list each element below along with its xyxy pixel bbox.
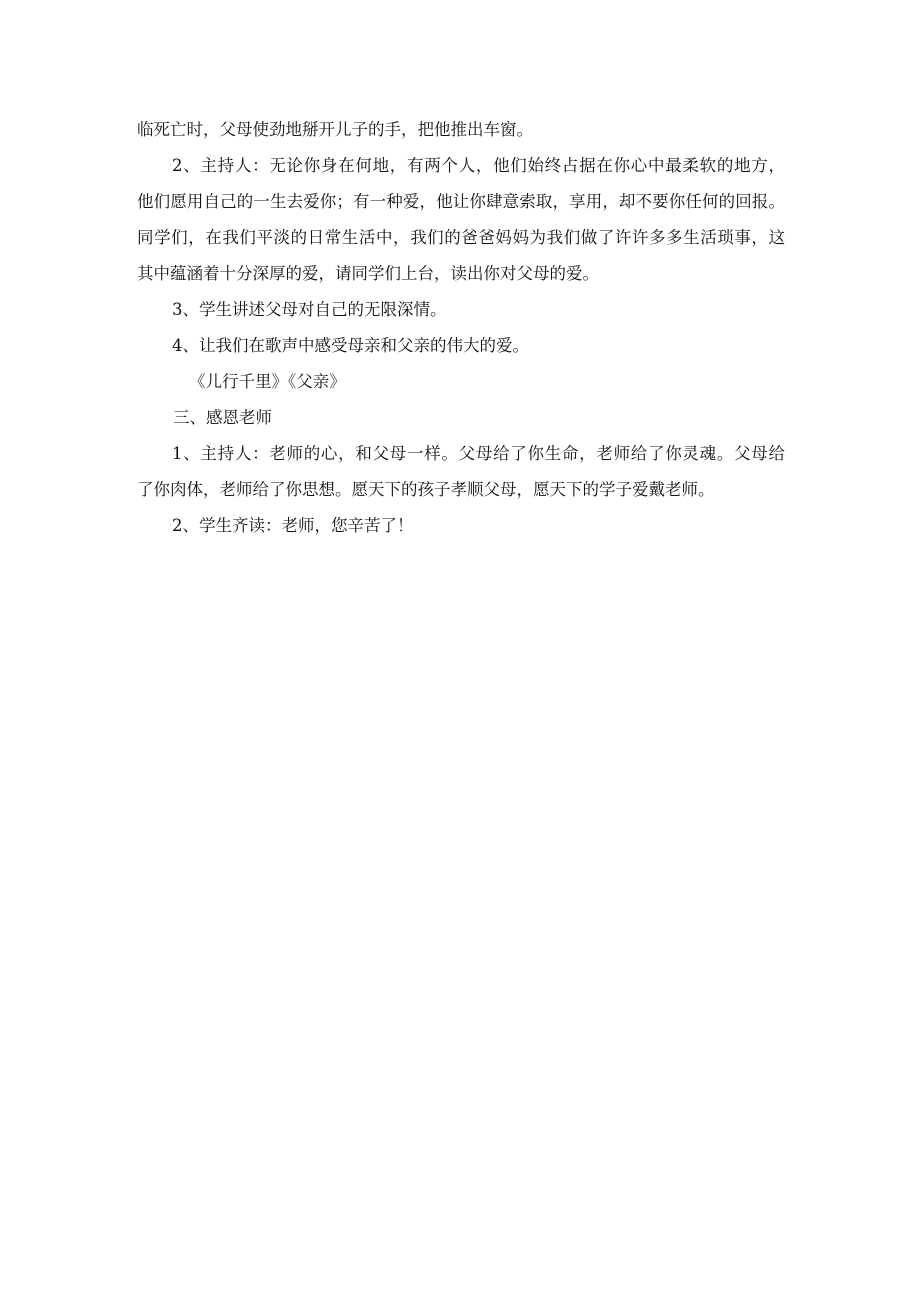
paragraph-line: 了你肉体，老师给了你思想。愿天下的孩子孝顺父母，愿天下的学子爱戴老师。 — [137, 480, 715, 499]
paragraph-line: 同学们，在我们平淡的日常生活中，我们的爸爸妈妈为我们做了许许多多生活琐事，这 — [137, 228, 785, 247]
section-heading: 三、感恩老师 — [173, 408, 272, 427]
song-titles: 《儿行千里》《父亲》 — [189, 372, 346, 391]
paragraph-line: 临死亡时，父母使劲地掰开儿子的手，把他推出车窗。 — [137, 120, 533, 139]
document-body — [137, 112, 785, 544]
paragraph-line: 他们愿用自己的一生去爱你；有一种爱，他让你肆意索取，享用，却不要你任何的回报。 — [137, 192, 785, 211]
paragraph-line: 4、让我们在歌声中感受母亲和父亲的伟大的爱。 — [172, 336, 529, 355]
paragraph-line: 其中蕴涵着十分深厚的爱，请同学们上台，读出你对父母的爱。 — [137, 264, 599, 283]
paragraph-line: 1、主持人：老师的心，和父母一样。父母给了你生命，老师给了你灵魂。父母给 — [172, 444, 785, 463]
paragraph-line: 2、学生齐读：老师，您辛苦了！ — [172, 516, 414, 535]
paragraph-line: 2、主持人：无论你身在何地，有两个人，他们始终占据在你心中最柔软的地方， — [172, 156, 785, 175]
paragraph-line: 3、学生讲述父母对自己的无限深情。 — [172, 300, 447, 319]
